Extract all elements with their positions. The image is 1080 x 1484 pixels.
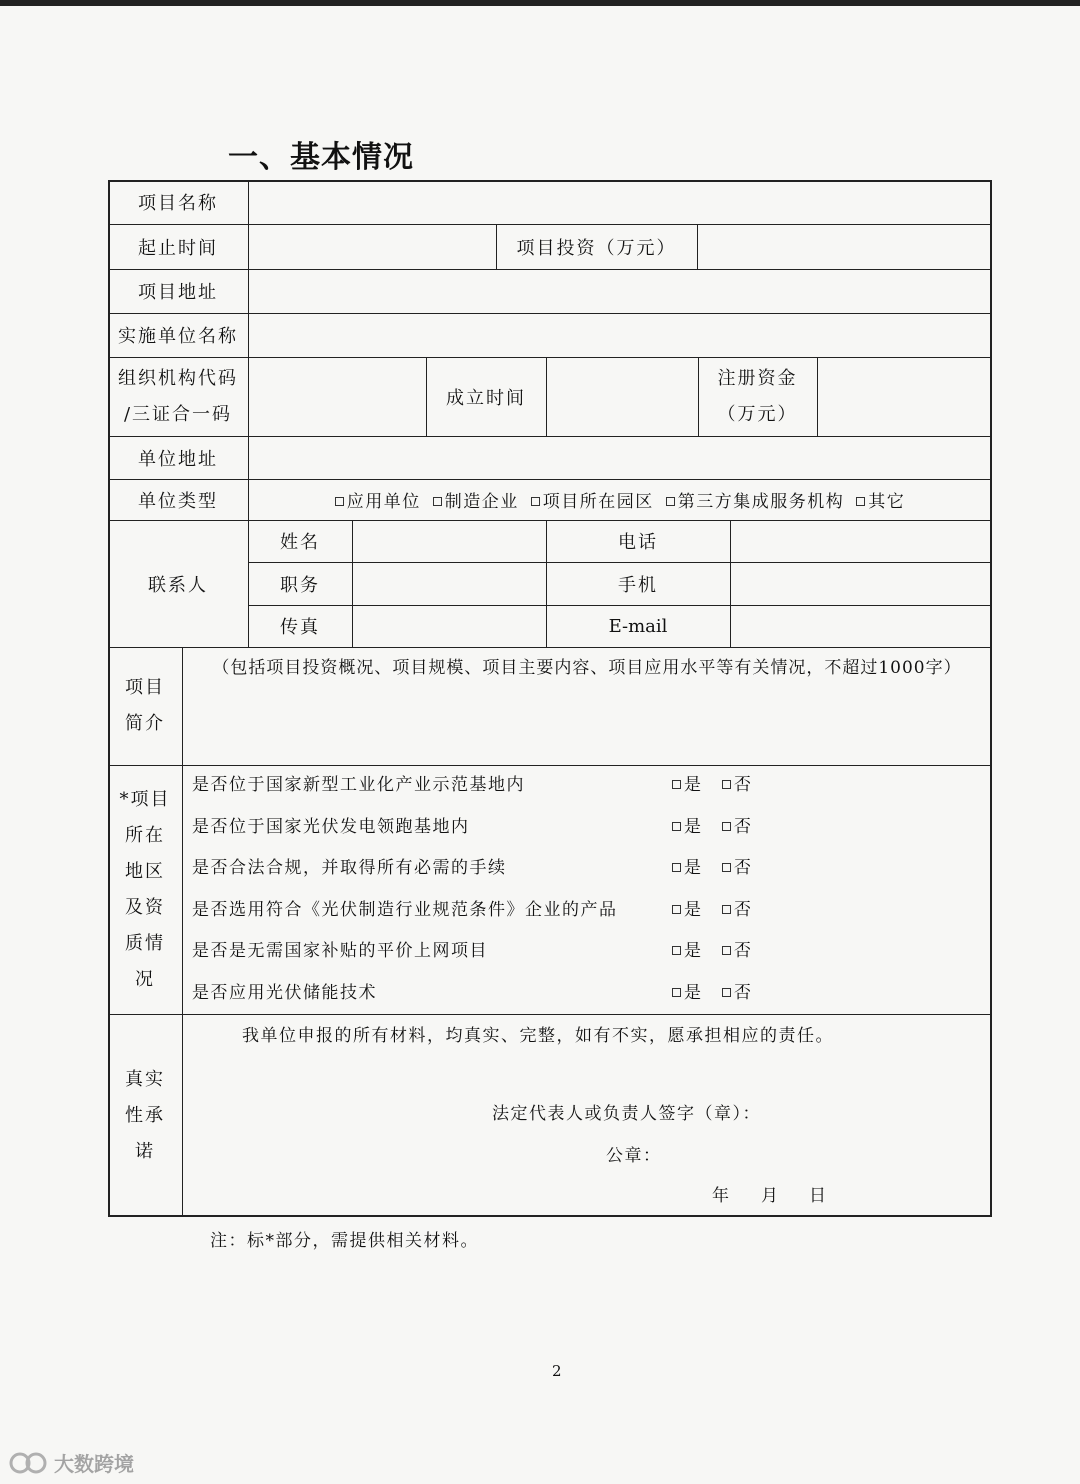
yes-option[interactable]: 是	[672, 812, 703, 837]
contact-mobile-label: 手机	[618, 574, 658, 596]
date-day-label: 日	[809, 1185, 828, 1206]
checkbox-icon[interactable]	[672, 946, 681, 955]
checkbox-icon[interactable]	[672, 822, 681, 831]
yes-option[interactable]: 是	[672, 936, 703, 961]
page-number: 2	[552, 1362, 562, 1380]
qualification-row	[192, 933, 972, 963]
established-time-label: 成立时间	[446, 387, 526, 409]
project-address-field[interactable]	[248, 269, 992, 313]
contact-mobile-field[interactable]	[730, 562, 992, 605]
unit-name-field[interactable]	[248, 313, 992, 357]
no-option[interactable]: 否	[722, 770, 753, 795]
unit-type-option[interactable]: 第三方集成服务机构	[666, 487, 845, 512]
contact-position-label: 职务	[280, 574, 320, 596]
intro-label-line2: 简介	[125, 713, 165, 734]
date-month-label: 月	[761, 1185, 780, 1206]
commitment-label-line: 真实	[125, 1068, 165, 1090]
signature-label: 法定代表人或负责人签字（章）：	[492, 1103, 761, 1124]
start-end-time-label: 起止时间	[138, 237, 218, 259]
qualification-question: 是否是无需国家补贴的平价上网项目	[192, 940, 488, 961]
unit-name-label: 实施单位名称	[118, 326, 238, 347]
date-year-label: 年	[712, 1185, 731, 1206]
established-time-field[interactable]	[546, 357, 698, 436]
qualification-label-line: *项目	[119, 788, 171, 810]
start-end-time-field[interactable]	[248, 224, 496, 269]
watermark-logo-icon	[6, 1449, 50, 1477]
registered-capital-label	[698, 357, 817, 436]
intro-field[interactable]	[182, 683, 992, 765]
checkbox-icon[interactable]	[335, 497, 344, 506]
intro-label-line1: 项目	[125, 677, 165, 698]
checkbox-icon[interactable]	[722, 946, 731, 955]
contact-fax-label: 传真	[280, 617, 320, 638]
watermark-text: 大数跨境	[54, 1452, 134, 1476]
qualification-question: 是否选用符合《光伏制造行业规范条件》企业的产品	[192, 899, 618, 920]
scan-top-edge	[0, 0, 1080, 6]
no-option[interactable]: 否	[722, 895, 753, 920]
checkbox-icon[interactable]	[722, 905, 731, 914]
registered-capital-label-line2: （万元）	[717, 403, 798, 425]
org-code-field[interactable]	[248, 357, 426, 436]
qualification-question: 是否合法合规，并取得所有必需的手续	[192, 857, 507, 878]
project-name-label: 项目名称	[138, 193, 218, 214]
checkbox-icon[interactable]	[672, 780, 681, 789]
commitment-label-line: 性承	[125, 1104, 165, 1126]
checkbox-icon[interactable]	[672, 863, 681, 872]
basic-info-table	[108, 180, 992, 1217]
section-title: 一、基本情况	[228, 140, 414, 175]
org-code-label-line2: /三证合一码	[123, 403, 233, 425]
qualification-label	[108, 765, 182, 1014]
yes-option[interactable]: 是	[672, 853, 703, 878]
contact-name-label: 姓名	[280, 532, 320, 553]
row-divider	[108, 1014, 992, 1015]
contact-email-field[interactable]	[730, 605, 992, 647]
qualification-row	[192, 767, 972, 797]
registered-capital-label-line1: 注册资金	[717, 367, 798, 389]
qualification-row	[192, 809, 972, 839]
no-option[interactable]: 否	[722, 853, 753, 878]
yes-option[interactable]: 是	[672, 978, 703, 1003]
qualification-label-line: 况	[135, 968, 155, 990]
unit-type-label: 单位类型	[138, 490, 218, 512]
qualification-row	[192, 975, 972, 1005]
qualification-label-line: 质情	[125, 932, 165, 954]
checkbox-icon[interactable]	[666, 497, 675, 506]
checkbox-icon[interactable]	[672, 905, 681, 914]
qualification-question: 是否应用光伏储能技术	[192, 982, 377, 1003]
qualification-question: 是否位于国家新型工业化产业示范基地内	[192, 774, 525, 795]
contact-fax-field[interactable]	[352, 605, 546, 647]
contact-label: 联系人	[148, 574, 208, 596]
project-name-field[interactable]	[248, 180, 992, 224]
unit-address-label: 单位地址	[138, 448, 218, 470]
contact-phone-label: 电话	[618, 532, 658, 553]
checkbox-icon[interactable]	[722, 863, 731, 872]
checkbox-icon[interactable]	[433, 497, 442, 506]
checkbox-icon[interactable]	[722, 822, 731, 831]
commitment-label	[108, 1014, 182, 1217]
qualification-label-line: 地区	[125, 860, 165, 882]
no-option[interactable]: 否	[722, 978, 753, 1003]
commitment-statement: 我单位申报的所有材料，均真实、完整，如有不实，愿承担相应的责任。	[242, 1025, 834, 1046]
footnote: 注：标*部分，需提供相关材料。	[210, 1231, 479, 1251]
unit-type-option[interactable]: 制造企业	[433, 487, 519, 512]
intro-hint: （包括项目投资概况、项目规模、项目主要内容、项目应用水平等有关情况，不超过1000字）	[212, 657, 962, 678]
unit-type-option[interactable]: 项目所在园区	[531, 487, 654, 512]
seal-label: 公章：	[606, 1145, 662, 1166]
qualification-label-line: 所在	[125, 824, 165, 846]
checkbox-icon[interactable]	[722, 988, 731, 997]
unit-type-options	[248, 479, 992, 520]
checkbox-icon[interactable]	[672, 988, 681, 997]
qualification-row	[192, 892, 972, 922]
project-address-label: 项目地址	[138, 282, 218, 303]
unit-type-option[interactable]: 应用单位	[335, 487, 421, 512]
project-investment-field[interactable]	[697, 224, 992, 269]
contact-name-field[interactable]	[352, 520, 546, 562]
commitment-label-line: 诺	[135, 1140, 155, 1162]
project-investment-label: 项目投资（万元）	[516, 237, 677, 259]
intro-label	[108, 647, 182, 765]
qualification-row	[192, 850, 972, 880]
yes-option[interactable]: 是	[672, 895, 703, 920]
no-option[interactable]: 否	[722, 812, 753, 837]
no-option[interactable]: 否	[722, 936, 753, 961]
org-code-label	[108, 357, 248, 436]
org-code-label-line1: 组织机构代码	[118, 367, 238, 389]
contact-email-label: E-mail	[608, 615, 668, 637]
row-divider	[108, 765, 992, 766]
watermark	[6, 1448, 134, 1477]
checkbox-icon[interactable]	[856, 497, 865, 506]
qualification-question: 是否位于国家光伏发电领跑基地内	[192, 816, 470, 837]
unit-type-option[interactable]: 其它	[856, 487, 905, 512]
yes-option[interactable]: 是	[672, 770, 703, 795]
contact-position-field[interactable]	[352, 562, 546, 605]
checkbox-icon[interactable]	[722, 780, 731, 789]
unit-address-field[interactable]	[248, 436, 992, 479]
contact-phone-field[interactable]	[730, 520, 992, 562]
checkbox-icon[interactable]	[531, 497, 540, 506]
qualification-label-line: 及资	[125, 896, 165, 918]
registered-capital-field[interactable]	[817, 357, 992, 436]
